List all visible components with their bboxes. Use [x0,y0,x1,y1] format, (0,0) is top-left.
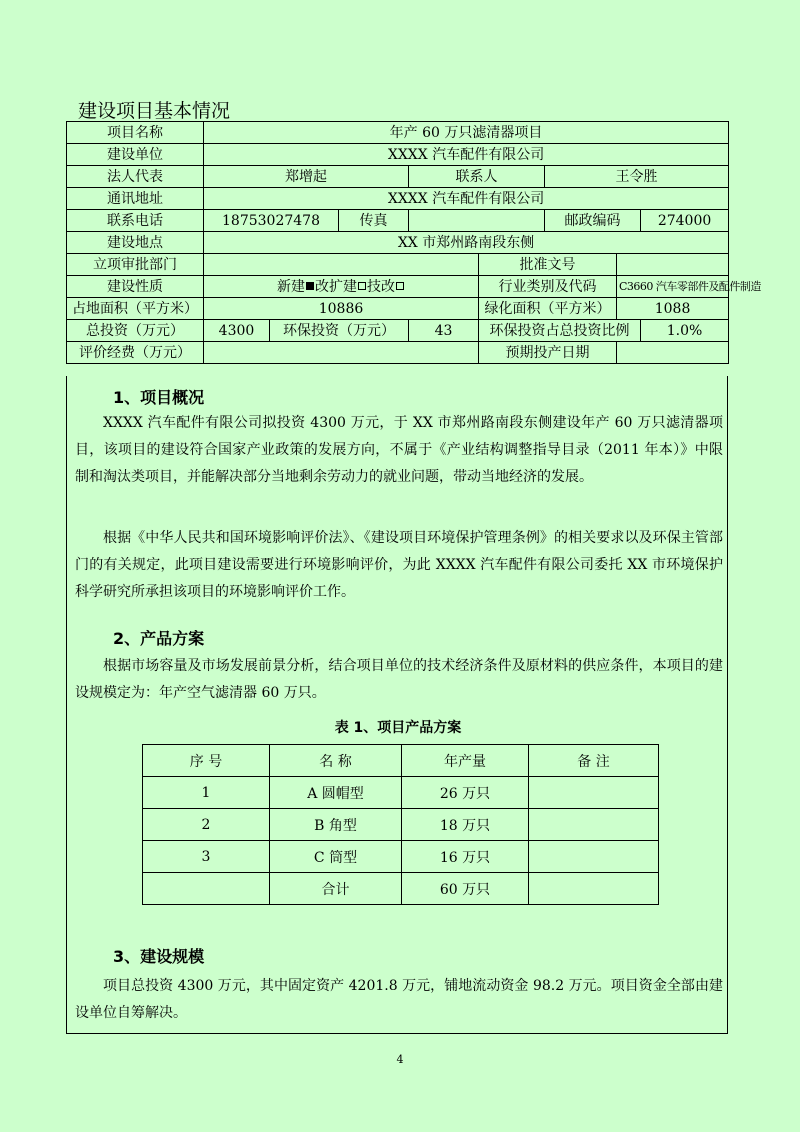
product-table-header [143,745,659,777]
table-row [143,777,659,809]
env-invest-label: 环保投资（万元） [270,320,409,342]
product-paragraph: 根据市场容量及市场发展前景分析，结合项目单位的技术经济条件及原材料的供应条件，本项目的建设规模定为：年产空气滤清器 60 万只。 [75,658,723,701]
section-title: 建设项目基本情况 [78,100,231,122]
area-value: 10886 [204,298,479,320]
cell-name: B 角型 [270,809,402,841]
row-invest [67,320,729,342]
row-nature [67,276,729,298]
area-label: 占地面积（平方米） [67,298,204,320]
nature-label: 建设性质 [67,276,204,298]
table-row-total [143,873,659,905]
cell-remark [529,809,659,841]
table-caption: 表 1、项目产品方案 [334,720,462,736]
industry-value: C3660 汽车零部件及配件制造 [617,276,729,298]
project-name-value: 年产 60 万只滤清器项目 [204,122,729,144]
legal-rep-value: 郑增起 [204,166,409,188]
nature-tech: 技改 [367,278,395,295]
row-approval [67,254,729,276]
phone-label: 联系电话 [67,210,204,232]
contact-value: 王令胜 [545,166,729,188]
row-fee [67,342,729,364]
nature-new: 新建 [277,278,305,295]
row-phone [67,210,729,232]
cell-name: A 圆帽型 [270,777,402,809]
cell-index: 2 [143,809,270,841]
checked-box-icon [306,282,314,290]
row-legal [67,166,729,188]
ratio-value: 1.0% [641,320,729,342]
cell-output: 18 万只 [402,809,529,841]
industry-label: 行业类别及代码 [479,276,617,298]
approval-dept-value [204,254,479,276]
cell-remark [529,841,659,873]
approval-no-value [617,254,729,276]
cell-index: 3 [143,841,270,873]
green-value: 1088 [617,298,729,320]
fax-value [409,210,545,232]
unchecked-box-icon [358,282,366,290]
unchecked-box-icon [396,282,404,290]
row-unit [67,144,729,166]
page-number: 4 [396,1053,404,1066]
table-row [143,809,659,841]
fee-value [204,342,479,364]
col-header-output: 年产量 [402,745,529,777]
row-area [67,298,729,320]
nature-expand: 改扩建 [315,278,357,295]
heading-overview: 1、项目概况 [113,388,205,407]
col-header-name: 名 称 [270,745,402,777]
row-project-name [67,122,729,144]
scale-paragraph: 项目总投资 4300 万元，其中固定资产 4201.8 万元，铺地流动资金 98.2 万元。项目资金全部由建设单位自筹解决。 [75,978,723,1021]
date-value [617,342,729,364]
unit-value: XXXX 汽车配件有限公司 [204,144,729,166]
product-table [142,744,659,905]
heading-scale: 3、建设规模 [113,947,205,966]
content-box [66,376,728,1034]
cell-name: C 筒型 [270,841,402,873]
date-label: 预期投产日期 [479,342,617,364]
unit-label: 建设单位 [67,144,204,166]
overview-paragraph-1: XXXX 汽车配件有限公司拟投资 4300 万元，于 XX 市郑州路南段东侧建设年产 60 万只滤清器项目，该项目的建设符合国家产业政策的发展方向，不属于《产业结构调整指导目录（2011 年本）》中限制和淘汰类项目，并能解决部分当地剩余劳动力的就业问题，带动当地经济的发展。 [75,415,723,485]
heading-product-plan: 2、产品方案 [113,629,205,648]
contact-label: 联系人 [409,166,545,188]
cell-remark [529,777,659,809]
env-invest-value: 43 [409,320,479,342]
postcode-value: 274000 [641,210,729,232]
cell-output: 60 万只 [402,873,529,905]
basic-info-table [66,121,761,364]
postcode-label: 邮政编码 [545,210,641,232]
approval-dept-label: 立项审批部门 [67,254,204,276]
project-name-label: 项目名称 [67,122,204,144]
cell-output: 16 万只 [402,841,529,873]
col-header-remark: 备 注 [529,745,659,777]
cell-output: 26 万只 [402,777,529,809]
invest-value: 4300 [204,320,270,342]
nature-options [204,276,479,298]
address-label: 通讯地址 [67,188,204,210]
cell-remark [529,873,659,905]
cell-index [143,873,270,905]
address-value: XXXX 汽车配件有限公司 [204,188,729,210]
overview-paragraph-2: 根据《中华人民共和国环境影响评价法》、《建设项目环境保护管理条例》的相关要求以及环保主管部门的有关规定，此项目建设需要进行环境影响评价，为此 XXXX 汽车配件有限公司委托 XX 市环境保护科学研究所承担该项目的环境影响评价工作。 [75,530,723,600]
cell-index: 1 [143,777,270,809]
site-value: XX 市郑州路南段东侧 [204,232,729,254]
ratio-label: 环保投资占总投资比例 [479,320,641,342]
invest-label: 总投资（万元） [67,320,204,342]
approval-no-label: 批准文号 [479,254,617,276]
fax-label: 传真 [339,210,409,232]
row-site [67,232,729,254]
row-address [67,188,729,210]
phone-value: 18753027478 [204,210,339,232]
legal-rep-label: 法人代表 [67,166,204,188]
site-label: 建设地点 [67,232,204,254]
col-header-index: 序 号 [143,745,270,777]
table-row [143,841,659,873]
green-label: 绿化面积（平方米） [479,298,617,320]
cell-name: 合计 [270,873,402,905]
fee-label: 评价经费（万元） [67,342,204,364]
